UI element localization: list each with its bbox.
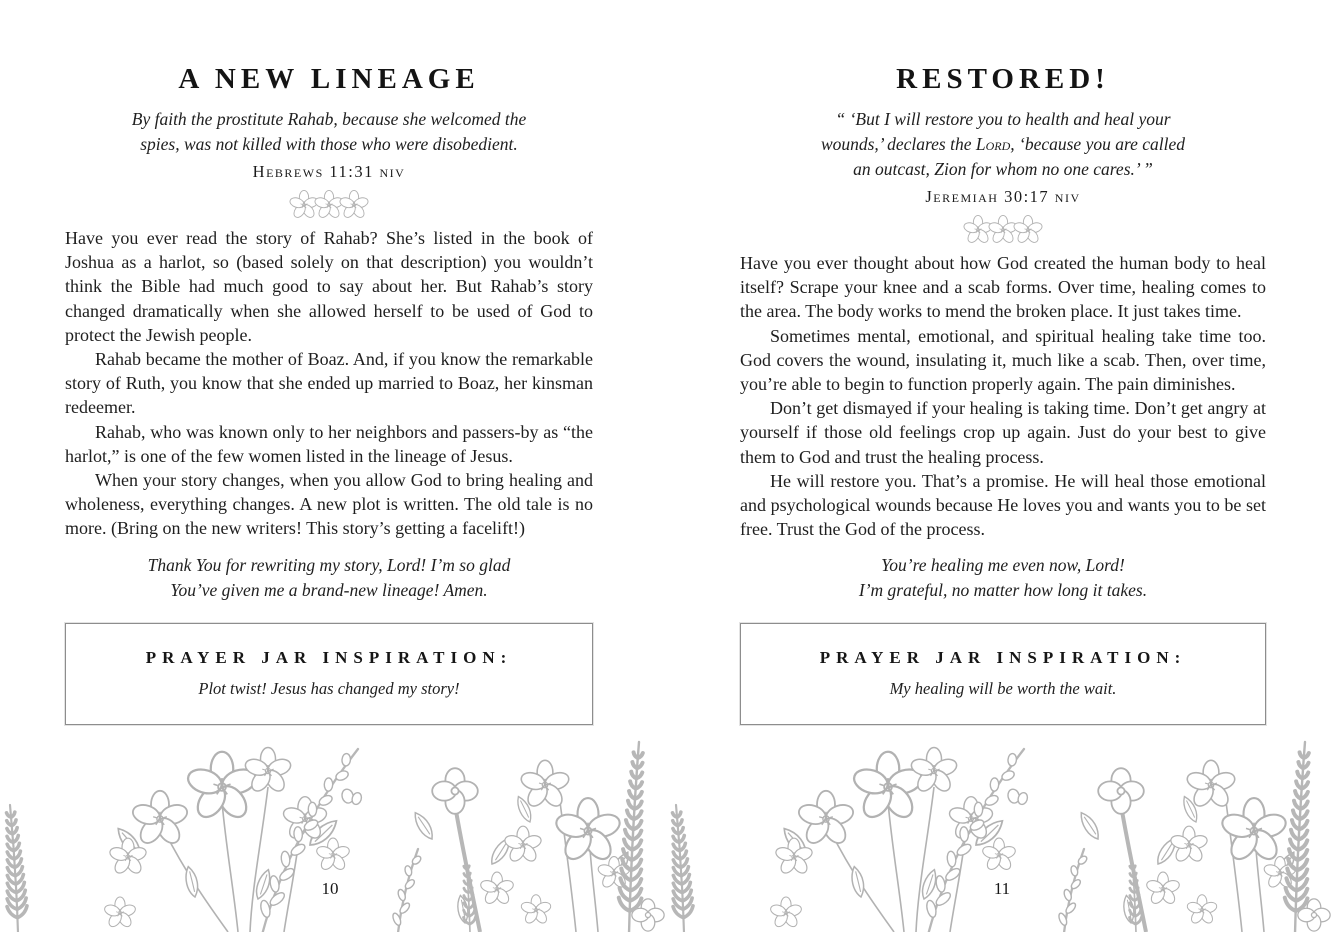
prayer-jar-quote: My healing will be worth the wait. (889, 679, 1117, 699)
page-title: A NEW LINEAGE (178, 63, 480, 95)
right-page (666, 0, 1331, 932)
prayer-jar-box (740, 623, 1266, 725)
scripture-reference: Hebrews 11:31 niv (252, 162, 406, 181)
verse-line: wounds,’ declares the Lord, ‘because you are called (820, 134, 1186, 154)
devotional-body (65, 226, 593, 541)
devotional-paragraph: Don’t get dismayed if your healing is taking time. Don’t get angry at yourself if those old feelings crop up again. Just do your best to give them to God and trust the healing process. (740, 398, 1266, 467)
prayer-jar-quote: Plot twist! Jesus has changed my story! (198, 678, 460, 698)
prayer-text (740, 553, 1266, 603)
devotional-paragraph: Have you ever thought about how God created the human body to heal itself? Scrape your knee and a scab forms. Over time, healing comes to the area. The body works to mend the broken place. It just takes time. (740, 253, 1266, 322)
prayer-text (65, 553, 593, 603)
prayer-line: I’m grateful, no matter how long it takes. (858, 580, 1148, 601)
devotional-paragraph: He will restore you. That’s a promise. He will heal those emotional and psychological wounds because He loves you and wants you to be set free. Trust the God of the process. (740, 470, 1266, 540)
devotional-paragraph: Sometimes mental, emotional, and spiritual healing take time too. God covers the wound, insulating it, much like a scab. Then, over time, you’re able to begin to function properly again. The pain diminishes. (740, 325, 1266, 395)
verse-line: By faith the prostitute Rahab, because she welcomed the (131, 109, 527, 129)
devotional-paragraph: When your story changes, when you allow God to bring healing and wholeness, everything changes. A new plot is written. The old tale is no more. (Bring on the new writers! This story’s getting a facelift!) (65, 470, 593, 539)
prayer-line: You’re healing me even now, Lord! (881, 555, 1125, 576)
lord-smallcaps: Lord (975, 134, 1011, 154)
devotional-paragraph: Rahab, who was known only to her neighbors and passers-by as “the harlot,” is one of the few women listed in the lineage of Jesus. (65, 421, 593, 466)
prayer-jar-heading: PRAYER JAR INSPIRATION: (145, 647, 513, 667)
scripture-verse (740, 107, 1266, 182)
devotional-paragraph: Rahab became the mother of Boaz. And, if you know the remarkable story of Ruth, you know that she ended up married to Boaz, her kinsman redeemer. (65, 349, 593, 418)
prayer-line: Thank You for rewriting my story, Lord! I’m so glad (147, 554, 511, 575)
scripture-verse (65, 107, 593, 157)
scripture-reference: Jeremiah 30:17 niv (925, 187, 1081, 206)
page-title: RESTORED! (896, 63, 1110, 95)
verse-line: “ ‘But I will restore you to health and heal your (835, 109, 1171, 129)
page-number: 10 (313, 878, 348, 900)
prayer-jar-heading: PRAYER JAR INSPIRATION: (819, 648, 1187, 668)
verse-line: spies, was not killed with those who were disobedient. (140, 134, 518, 154)
prayer-line: You’ve given me a brand-new lineage! Amen. (170, 579, 488, 600)
three-flowers-ornament (740, 214, 1266, 245)
left-page (0, 0, 665, 932)
verse-line: an outcast, Zion for whom no one cares.’ ” (853, 159, 1153, 179)
devotional-paragraph: Have you ever read the story of Rahab? She’s listed in the book of Joshua as a harlot, so (based solely on that description) you wouldn’t think the Bible had much good to say about her. But Rahab’s story changed dramatically when she allowed herself to be used of God to protect the Jewish people. (65, 228, 593, 345)
prayer-jar-box (65, 623, 593, 725)
page-number: 11 (985, 878, 1019, 900)
three-flowers-ornament (65, 189, 593, 220)
devotional-body (740, 251, 1266, 541)
